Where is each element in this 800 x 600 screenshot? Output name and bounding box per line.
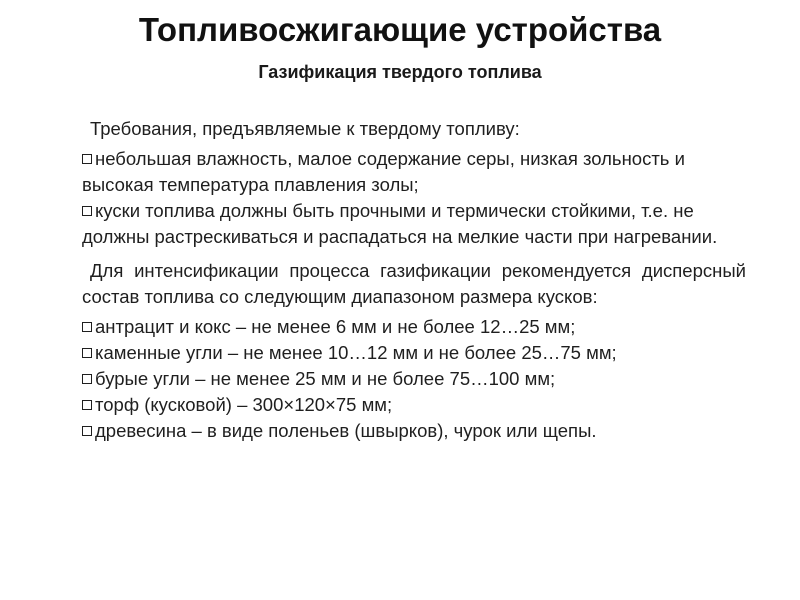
square-bullet-icon [82, 206, 92, 216]
list-item [82, 146, 746, 198]
list-item [82, 340, 746, 366]
list-item-text: куски топлива должны быть прочными и термически стойкими, т.е. не должны растрескиваться и распадаться на мелкие части при нагревании. [82, 200, 718, 247]
list-item [82, 418, 746, 444]
list-item-text: каменные угли – не менее 10…12 мм и не более 25…75 мм; [95, 342, 617, 363]
slide-content [82, 116, 746, 444]
square-bullet-icon [82, 400, 92, 410]
square-bullet-icon [82, 426, 92, 436]
slide-title: Топливосжигающие устройства [138, 11, 662, 48]
list-item-text: антрацит и кокс – не менее 6 мм и не более 12…25 мм; [95, 316, 576, 337]
slide-subtitle: Газификация твердого топлива [258, 62, 542, 82]
sizes-intro: Для интенсификации процесса газификации рекомендуется дисперсный состав топлива со следующим диапазоном размера кусков: [82, 260, 746, 307]
square-bullet-icon [82, 322, 92, 332]
list-item-text: бурые угли – не менее 25 мм и не более 75…100 мм; [95, 368, 556, 389]
sizes-list [82, 314, 746, 444]
square-bullet-icon [82, 348, 92, 358]
requirements-list [82, 146, 746, 250]
list-item [82, 366, 746, 392]
square-bullet-icon [82, 374, 92, 384]
requirements-intro: Требования, предъявляемые к твердому топливу: [90, 118, 520, 139]
square-bullet-icon [82, 154, 92, 164]
list-item [82, 392, 746, 418]
list-item [82, 314, 746, 340]
list-item-text: древесина – в виде поленьев (швырков), чурок или щепы. [95, 420, 597, 441]
list-item [82, 198, 746, 250]
list-item-text: торф (кусковой) – 300×120×75 мм; [95, 394, 393, 415]
list-item-text: небольшая влажность, малое содержание серы, низкая зольность и высокая температура плавления золы; [82, 148, 685, 195]
